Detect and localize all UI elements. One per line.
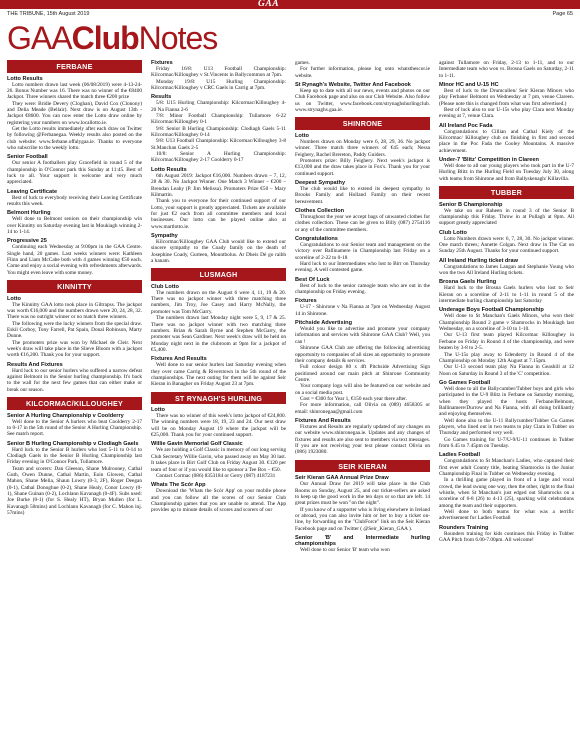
paragraph: Congratulations to Cillian and Cathal Kiely of the Kilcormac/ Killoughey club on finishing in first and second place in the Poc Fada the Cooley Mountains. A massive achievement. [439,128,574,154]
section-band-kinnitty: KINNITTY [7,280,142,293]
paragraph: Well done to the Senior A hurlers who beat Coolderry 2-17 to 0-17 in the 5th round of the Senior A Hurling Championship. See match report. [7,418,142,438]
column-3 [295,60,430,730]
paragraph: For more information, call Olivia on (089) 4658305 or email: shinronegaa@gmail.com [295,402,430,415]
paragraph: U-17 - Shinrone v Na Fianna at 7pm on Wednesday August 14 in Shinrone. [295,304,430,317]
paragraph: The club would like to extend its deepest sympathy to Brooks Family and Holland Family on their recent bereavement. [295,185,430,205]
paragraph: Contact Cormac (086) 8353184 or Gerry (087) 4187231 [156,472,276,479]
paragraph: The promoters prize was won by Michael de Cleir. Next week's draw will take place in the Slieve Bloom with a jackpot worth €16,200. Thank you for your support. [7,339,142,359]
column-4 [439,60,574,730]
subhead: Willie Gavin Memorial Golf Classic [151,441,243,448]
subhead: Fixtures [151,60,173,66]
paragraph: Hard luck to our Intermediates who lost to Birr on Thursday evening. A well contested game. [295,261,430,274]
paragraph: Throughout the year we accept bags of unwanted clothes for clothes collection. These can be given to Billy (087) 2754116 or any of the committee members. [295,214,430,233]
paragraph: Shinrone GAA Club are offering the following advertising opportunity to companies of all sizes an opportunity to promote their company details & services. [295,345,430,364]
paragraph: Best of luck to the Drumcullen/ Seir Kieran Minors who play Ferbane/ Belmont on Wednesday at 7 pm, venue Clareen. (Please note this is changed from what was first advertised.) [439,88,574,107]
subhead: Brosna Gaels Hurling [439,279,497,286]
subhead: Club Lotto [439,229,467,236]
subhead: Senior 'B' and Intermediate hurling championships [295,534,430,547]
paragraph: Full colour design 80 x 4ft Pitchside Advertising Sign positioned around our main pitch at Shinrone Community Centre. [295,364,430,383]
subhead: Results [151,94,172,101]
subhead: Best Of Luck [295,276,330,283]
subhead: Fixtures And Results [295,417,351,424]
paragraph: Hard luck to the Senior B hurlers who lost 5-11 to 0-14 to Clodiagh Gaels in the Senior B Hurling Championship last Friday evening in O'Connor Park, Tullamore. [7,446,142,466]
section-band-st-rynaghs: ST RYNAGH'S HURLING [151,392,286,405]
subhead: Leaving Certificate [7,188,58,195]
paragraph: For further information, please log onto whatsthescor.ie website. [295,66,430,79]
paragraph: Thank you to everyone for their continued support of our Lotto, your support is greatly appreciated. Tickets are available for just €2 each from all committee members and local businesses. Our lotto can be played online also at www.martlotto.ie. [151,198,286,230]
paragraph: The Kinnitty GAA lotto took place in Giltrapss. The jackpot was worth €16,000 and the numbers drawn were 20, 24, 28, 32. There was no outright winner or no match three winners. [7,301,142,321]
subhead: Lotto [295,132,309,139]
paragraph: Continuing each Wednesday at 9:00pm in the GAA Centre. Single hand, 20 games. Last weeks winners were: Kathleen Flinn and Liam McCabe both with 4 games winning €50 each. Come and enjoy a social evening with refreshments afterwards. You might even leave with some money. [7,244,142,276]
paragraph: 9/8: Senior B Hurling Championship: Clodiagh Gaels 5-11 Kilcormac/Killoughey 0-14 [151,125,286,139]
paragraph: The numbers drawn last Monday night were 5, 9, 17 & 25. There was no jackpot winner with two matching three numbers. Brian & Sarah Byrne and Stephen McGarry, the promoter was Sean Gardiner. Next week's draw will be held on Monday night next in the clubroom at 9pm for a jackpot of €5,400. [151,315,286,353]
subhead: Lotto [151,407,165,414]
subhead: Sympathy [151,232,178,239]
subhead: Underage Boys Football Championship [439,307,544,314]
paragraph: games. [295,60,310,66]
paragraph: 6th August 2019: Jackpot €16,000. Numbers drawn – 7, 12, 28 & 30. No Jackpot Winner. One Match 3 Winner – €200 – Brendan Leahy (P. Jim Melissa). Promoters Prize €50 – Mary Kilmartin. [151,172,286,198]
column-2 [151,60,286,730]
section-tag: GAA [258,0,280,9]
paragraph: Get the Lotto results immediately after each draw on Twitter by following @Ferbanegaa. Weekly results also posted on the club website: www.ferbane.offalygaa.ie. Thanks to everyone who subscribe to the weekly lotto. [7,125,142,151]
title-gaa: GAA [7,20,72,56]
subhead: All Ireland Hurling ticket draw [439,257,518,264]
subhead: Pitchside Advertising [295,320,352,327]
subhead: St Rynagh's Website, Twitter And Facebook [295,82,411,89]
paragraph: 10/8: Senior A Hurling Championship: Kilcormac/Killoughey 2-17 Coolderry 0-17 [151,151,286,164]
subhead: Progressive 25 [7,238,47,245]
paragraph: Fixtures and Results are regularly updated of any changes on our website www.shinronegaa.ie. Updates and any changes of fixtures and results are also sent to members via text messages. If you are not receiving your text please contact Olivia on (086) 1923080. [295,423,430,456]
paragraph: Congratulations to St Manchan's Ladies, who captured their first ever adult County title, beating Shamrocks in the Junior Championship Final in Tubber on Wednesday evening. [439,458,574,477]
subhead: Go Games Football [439,379,491,386]
subhead: Senior B Hurling Championship v Clodiagh Gaels [7,440,139,447]
paragraph: Team and scorers: Dan Gleeson, Shane Mulrooney, Cathal Guth, Owen Dunne, Cathal Martin, Eoin Glowen, Cathal Mahon, Shane Melia, Shaun Lowry (0-3, 2F), Roger Deegan (0-1), Cathal Donoghue (0-2), Shane Healy, Conor Lowry (0-1), Shane Guinan (0-2), Lochlann Kavanagh (0-4F). Subs used: Joe Burke (0-1) (for S. Healy HT), Bryan Mullen (for L. Kavanagh 50mins) and Lochlann Kavanagh (for C. Mahon inj. 57mins) [7,465,142,517]
paragraph: In a thrilling game played in front of a large and vocal crowd, the lead swung one way, then the other, right to the final whistle, when St Manchan's just edged out Shamrocks on a scoreline of 6-8 (26) to 4-13 (25), sparking wild celebrations among the team and their supporters. [439,477,574,509]
paragraph: Monday 19/8: U15 Hurling Championship: Kilcormac/Killoughey v CRC Gaels in Carrig at 7pm. [151,78,286,92]
paragraph: Well done to St Manchan's Gaels Minors, who won their Championship Round 2 game v Shamrocks in Moukiagh last Wednesday, on a scoreline of 3-10 to 1-10. [439,313,574,333]
paragraph: Numbers drawn on Monday were 6, 28, 29, 36. No jackpot winner. Three match three winners of €45 each; Nessa Feighery, Rachel Brereton, Paddy Guiders. [295,138,430,158]
paragraph: Well done to both teams for what was a terrific advertisement for Ladies Football [439,509,574,522]
paragraph: Our U-13 first team played Kilcormac Killoughey in Ferbane on Friday in Round 4 of the championship, and were beaten by 3-8 to 2-5. [439,332,574,352]
paragraph: Hard luck to the Brosna Gaels hurlers who lost to Seir Kieran on a scoreline of 2-11 to 1-11 in round 5 of the intermediate hurling championship last Saturday [439,285,574,305]
section-band-kilcormac: KILCORMAC/KILLOUGHEY [7,397,142,410]
paragraph: Best of luck also to our U-15s who play Clara next Monday evening at 7, venue Clara. [439,107,574,120]
paragraph: 5/8: U15 Hurling Championship: Kilcormac/Killoughey 4-20 Na Fianna 2-6 [151,100,286,113]
section-band-ferbane: FERBANE [7,60,142,73]
paragraph: 9/8: U13 Football Championship: Kilcormac/Killoughey 3-8 St.Manchan Gaels 2-5 [151,138,286,151]
paragraph: Well done to our senior hurlers last Saturday evening when they over came Carrig & Riverstown in the 5th round of the championships. The next outing for them will be against Seir Kieran in Banagher on Friday August 23 at 7pm. [151,362,286,388]
paragraph: The following were the lucky winners from the special draw. Eskil Corboy, Tony Farrell, Pat Spain, Donal Robinson, Marty Dunne. [7,320,142,340]
subhead: Lotto Results [7,75,43,82]
paragraph: Best of luck to everybody receiving their Leaving Certificate results this week. [7,194,142,207]
paragraph: Promoters prize: Billy Feighery. Next week's jackpot is €13,000 and the draw takes place in Fox's. Thank you for your continued support. [295,157,430,177]
paragraph: Keep up to date with all our news, events and photos on our Club Facebook page and also on our Club Website. Also follow us on Twitter, www.facebook.com/strynaghshurlingclub. www.strynaghs.gaa.ie. [295,88,430,114]
paragraph: Congratulations to our Senior team and management on the victory over Ballinamere in Championship last Friday on a scoreline of 2-22 to 0-18 [295,242,430,261]
paragraph: Would you like to advertise and promote your company information and services with Shinrone GAA Club? Well, you can ! [295,326,430,345]
paragraph: The numbers drawn on the August 6 were 4, 11, 19 & 20. There was no jackpot winner with three matching three numbers, Jim Troy, Joe Casey and Harry McNally, the promoter was Tom McGarry. [151,289,286,315]
paragraph: Well done to all our young players who took part in the U-7 Hurling Blitz in the Hurling Field on Tuesday July 30, along with teams from Shinrone and from Ballyskenagh/ Killavilla. [439,163,574,182]
paragraph: We take on our Raheen in round 3 of the Senior B championship this Friday. Throw in at Pullagh at 8pm. All support greatly appreciated [439,207,574,227]
running-header [7,10,573,19]
paragraph: Our U-13 second team play Na Fianna in Geashill at 12 Noon on Saturday in Round 3 of the 'C' competition. [439,364,574,377]
paragraph: against Tullamore on Friday, 2-13 to 1-11, and to our Intermediate team who won vs. Brosna Gaels on Saturday, 2-11 to 1-11. [439,60,574,79]
section-band-seir-kieran: SEIR KIERAN [295,460,430,473]
subhead: Belmont Hurling [7,210,51,217]
paragraph: Well done also to the U-11 Ballycumber/Tubber Go Games players, who lined out in two teams to play Clara in Tubber on Thursday and performed very well. [439,417,574,437]
paragraph: Lotto numbers drawn last week (06/08/2019) were 4-13-24-26. Bonus Number was 16. There was no winner of the €8400 Jackpot. Three winners shared the match three €200 prize [7,81,142,101]
paragraph: Your company logo will also be featured on our website and on a social media post. [295,383,430,396]
paragraph: 7/8: Minor Football Championship: Tullamore 6-22 Kilcormac/Killoughey 0-1 [151,113,286,126]
subhead: Ladies Football [439,452,481,459]
paragraph: Our senior A footballers play Gracefield in round 5 of the championship in O'Connor park this Sunday at 11:45. Best of luck to all. Your support is welcome and very much appreciated. [7,160,142,186]
paragraph: Lotto Numbers drawn were: 6, 7, 28, 30. No jackpot winner. One match threes; Annette Colgan. Next draw in The Cat on Sunday 25th August. Thanks for your continued support. [439,235,574,255]
paragraph: Best of luck to the senior camogie team who are out in the championship on Friday evening. [295,282,430,296]
section-band-tubber: TUBBER [439,186,574,199]
subhead: Senior A Hurling Championship v Coolderry [7,412,124,419]
paragraph: Our Annual Draw for 2019 will take place in the Club Rooms on Sunday, August 25, and our ticket-sellers are asked to keep up the good work in the ten days or so that are left. 14 great prizes must be won "on the night". [295,481,430,507]
title-notes: Notes [138,20,218,56]
paragraph: Kilcormac/Killoughey GAA Club would like to extend our sincere sympathy to the Coady family on the death of Josephine Coady, Gurteen, Mountbolus. Ar Dheis Dé go raibh a hanam. [151,238,286,264]
paragraph: Cost = €300 for Year 1, €150 each year there after. [300,395,407,402]
subhead: Results And Fixtures [7,361,63,368]
top-red-bar [0,0,580,9]
paragraph: Rounders training for kids continues this Friday in Tubber GAA Pitch from 6.00-7.00pm. All welcome! [439,530,574,544]
subhead: Senior Football [7,154,48,161]
page-number: Page 65 [552,11,573,17]
subhead: All Ireland Poc Fada [439,122,493,129]
subhead: Fixtures [295,298,317,305]
subhead: Deepest Sympathy [295,179,346,186]
subhead: Minor HC and U-15 HC [439,82,499,89]
paragraph: Well done to Belmont seniors on their championship win over Kinnitty on Saturday evening last in Moukiagh winning 2-14 to 1-14. [7,216,142,236]
subhead: Under-7 'Blitz' Competition in Clareen [439,157,539,164]
subhead: Lotto Results [151,166,187,173]
paragraph: Friday 16/8: U13 Football Championship: Kilcormac/Killoughey v St.Vincents in Ballycommon at 7pm. [151,66,286,79]
paragraph: Well done to all the Ballycumber/Tubber boys and girls who participated in the U-9 Blitz in Ferbane on Saturday morning, when they played the hosts Ferbane/Belmont, Ballinamere/Durrow and Na Fianna, with all doing brilliantly and enjoying themselves. [439,385,574,418]
paragraph: The U-15s play away to Edenderry in Round 4 of the Championship on Monday 12th August at 7.15pm. [439,351,574,364]
subhead: Rounders Training [439,524,489,531]
subhead: Clothes Collection [295,208,345,214]
paragraph: Download the 'Whats the Scór App' on your mobile phone and you can follow all the scores of our Senior Club Championship games that you are unable to attend. The App provides up to minute details of scores and scorers of our [151,488,286,514]
page-title [7,20,407,56]
subhead: Whats The Scór App [151,482,206,489]
section-band-shinrone: SHINRONE [295,117,430,130]
subhead: Lotto [7,295,21,302]
title-club: Club [71,20,139,56]
subhead: Senior B Championship [439,201,503,208]
subhead: Congratulations [295,236,338,243]
paragraph: Congratulations to James Langan and Stephanie Young who won the two All Ireland Hurling tickets. [439,263,574,277]
paragraph: Hard luck to our senior hurlers who suffered a narrow defeat against Belmont in the Senior hurling championship. It's back to the wall for the next few games that can either make or break our season. [7,367,142,393]
paragraph: We are holding a Golf Classic in memory of our long serving Club Secretary Willie Gavin, who passed away on May 30 last. It takes place in Birr Golf Club on Friday August 30. €120 per team of four or if you would like to sponsor a Tee Box – €50. [151,447,286,473]
paragraph: If you know of a supporter who is living elsewhere in Ireland or abroad, you can also invite him or her to buy a ticket on-line, by forwarding on the "ClubForce" link on the Seir Kieran Facebook page and on Twitter ( @Seir_Kieran_GAA ). [295,506,430,532]
paragraph: They were: Bridie Devery (Cloghan), David Cox (Clonony) and Delia Meade (Bellair). Next draw is on August 13th - Jackpot €8600. You can now enter the Lotto draw online by registering your numbers on www.locallotto.ie. [7,100,142,126]
subhead: Seir Kieran GAA Annual Prize Draw [295,475,389,482]
column-1 [7,60,142,730]
subhead: Club Lotto [151,283,179,290]
subhead: Fixtures And Results [151,356,207,363]
section-band-lusmagh: LUSMAGH [151,268,286,281]
paragraph: There was no winner of this week's lotto jackpot of €24,800. The winning numbers were 18, 19, 23 and 24. Our next draw will be on Monday August 19 where the jackpot will be €25,000. Thank you for your continued support. [151,413,286,439]
publication-line: THE TRIBUNE, 15th August 2019 [7,11,90,17]
paragraph: Well done to our Senior 'B' team who won [300,546,390,553]
paragraph: Go Games training for U-7/U-9/U-11 continues in Tubber from 6.45 to 7.45pm on Tuesday. [439,436,574,449]
